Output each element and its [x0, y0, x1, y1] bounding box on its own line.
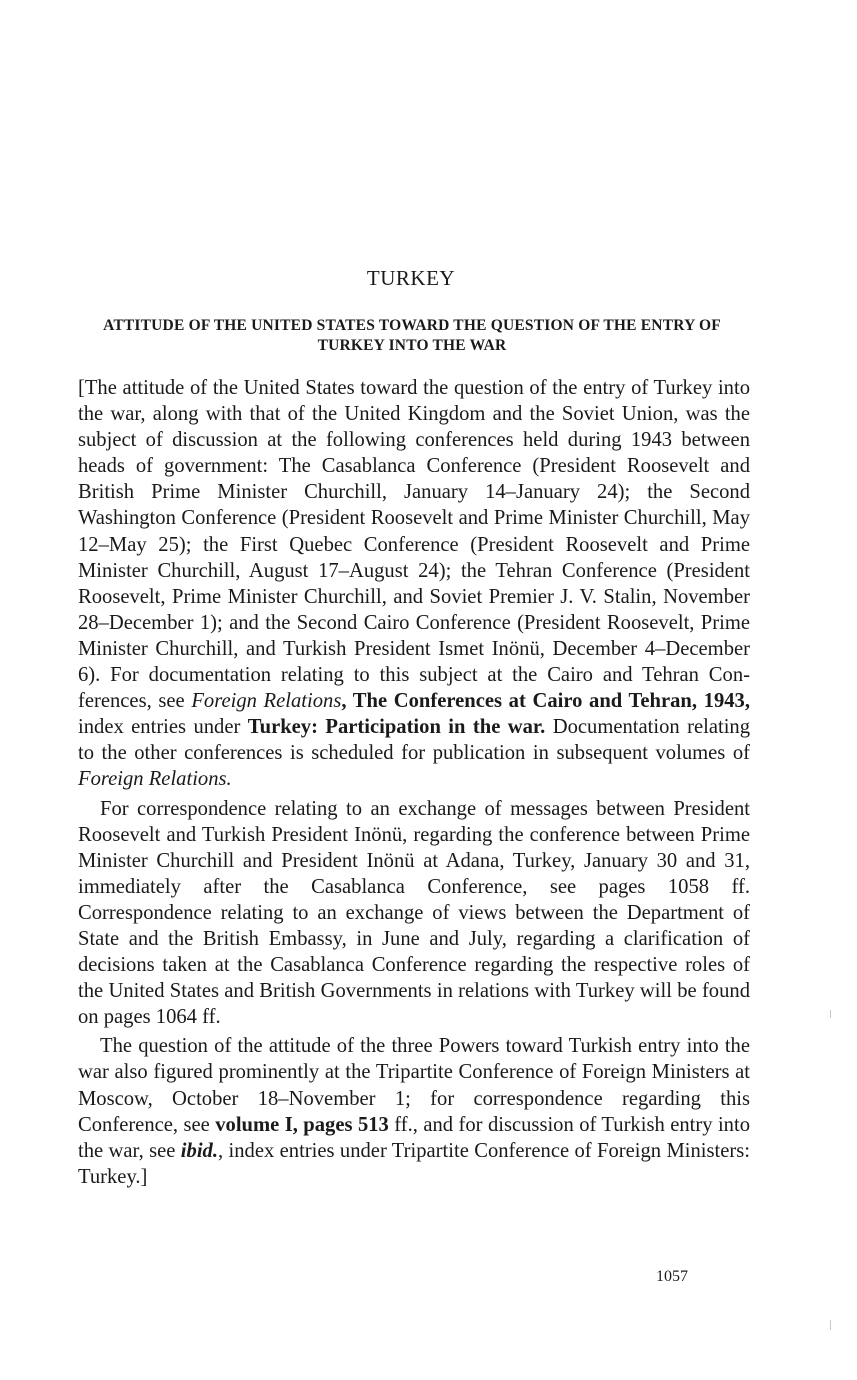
text-run: Documentation relating to the other conferences is scheduled for publication in subsequent volumes of — [78, 716, 751, 765]
italic-ibid: ibid. — [180, 1139, 218, 1162]
paragraph-moscow-conference — [78, 1033, 750, 1190]
text-run: ff., and for discussion of Turkish entry into the war, see — [78, 1113, 750, 1162]
paragraph-adana-correspondence: For correspondence relating to an exchange of messages between President Roosevelt and Turkish President Inönü, regarding the conference between Prime Minister Churchill and President Inönü at Adana, Turkey, January 30 and 31, immediately after the Casablanca Conference, see pages 1058 ff. Correspondence relating to an exchange of views between the Department of State and the British Embassy, in June and July, regarding a clarification of decisions taken at the Casablanca Conference regarding the respective roles of the United States and British Governments in relations with Turkey will be found on pages 1064 ff. — [78, 797, 750, 1029]
paragraph-conferences-overview — [78, 375, 750, 793]
italic-reference: Foreign Relations. — [78, 768, 232, 791]
section-heading: ATTITUDE OF THE UNITED STATES TOWARD THE QUESTION OF THE ENTRY OF TURKEY INTO THE WAR — [103, 317, 721, 354]
page-number: 1057 — [656, 1268, 688, 1285]
scan-edge-mark — [830, 1320, 831, 1330]
text-run: , index entries under Tripartite Conference of Foreign Ministers: Turkey.] — [78, 1139, 751, 1188]
bold-reference: , The Conferences at Cairo and Tehran, 1943, — [341, 690, 750, 713]
text-run: The question of the attitude of the three Powers toward Turkish entry into the war also figured prominently at the Tripartite Conference of Foreign Ministers at Moscow, October 18–November 1; for correspondence regarding this Conference, see — [78, 1035, 750, 1136]
scan-edge-mark — [830, 1010, 831, 1018]
page-title: TURKEY — [366, 266, 456, 290]
text-run: [The attitude of the United States toward the question of the entry of Turkey into the war, along with that of the United Kingdom and the Soviet Union, was the subject of discussion at the following conferences held during 1943 between heads of government: The Casablanca Conference (President Roosevelt and British Prime Minister Churchill, January 14–January 24); the Second Washington Conference (President Roosevelt and Prime Minister Churchill, May 12–May 25); the First Quebec Conference (President Roosevelt and Prime Minister Churchill, August 17–August 24); the Tehran Conference (President Roosevelt, Prime Minister Churchill, and Soviet Premier J. V. Stalin, November 28–December 1); and the Second Cairo Conference (President Roosevelt, Prime Minister Churchill, and Turkish President Ismet Inönü, December 4–December 6). For documentation relating to this subject at the Cairo and Tehran Conferences, see — [78, 377, 750, 713]
italic-reference: Foreign Relations — [191, 690, 342, 713]
editorial-note — [78, 375, 750, 1190]
bold-index-entry: Turkey: Participation in the war. — [247, 716, 546, 739]
bold-volume-reference: volume I, pages 513 — [215, 1113, 389, 1136]
text-run: index entries under — [78, 716, 248, 739]
